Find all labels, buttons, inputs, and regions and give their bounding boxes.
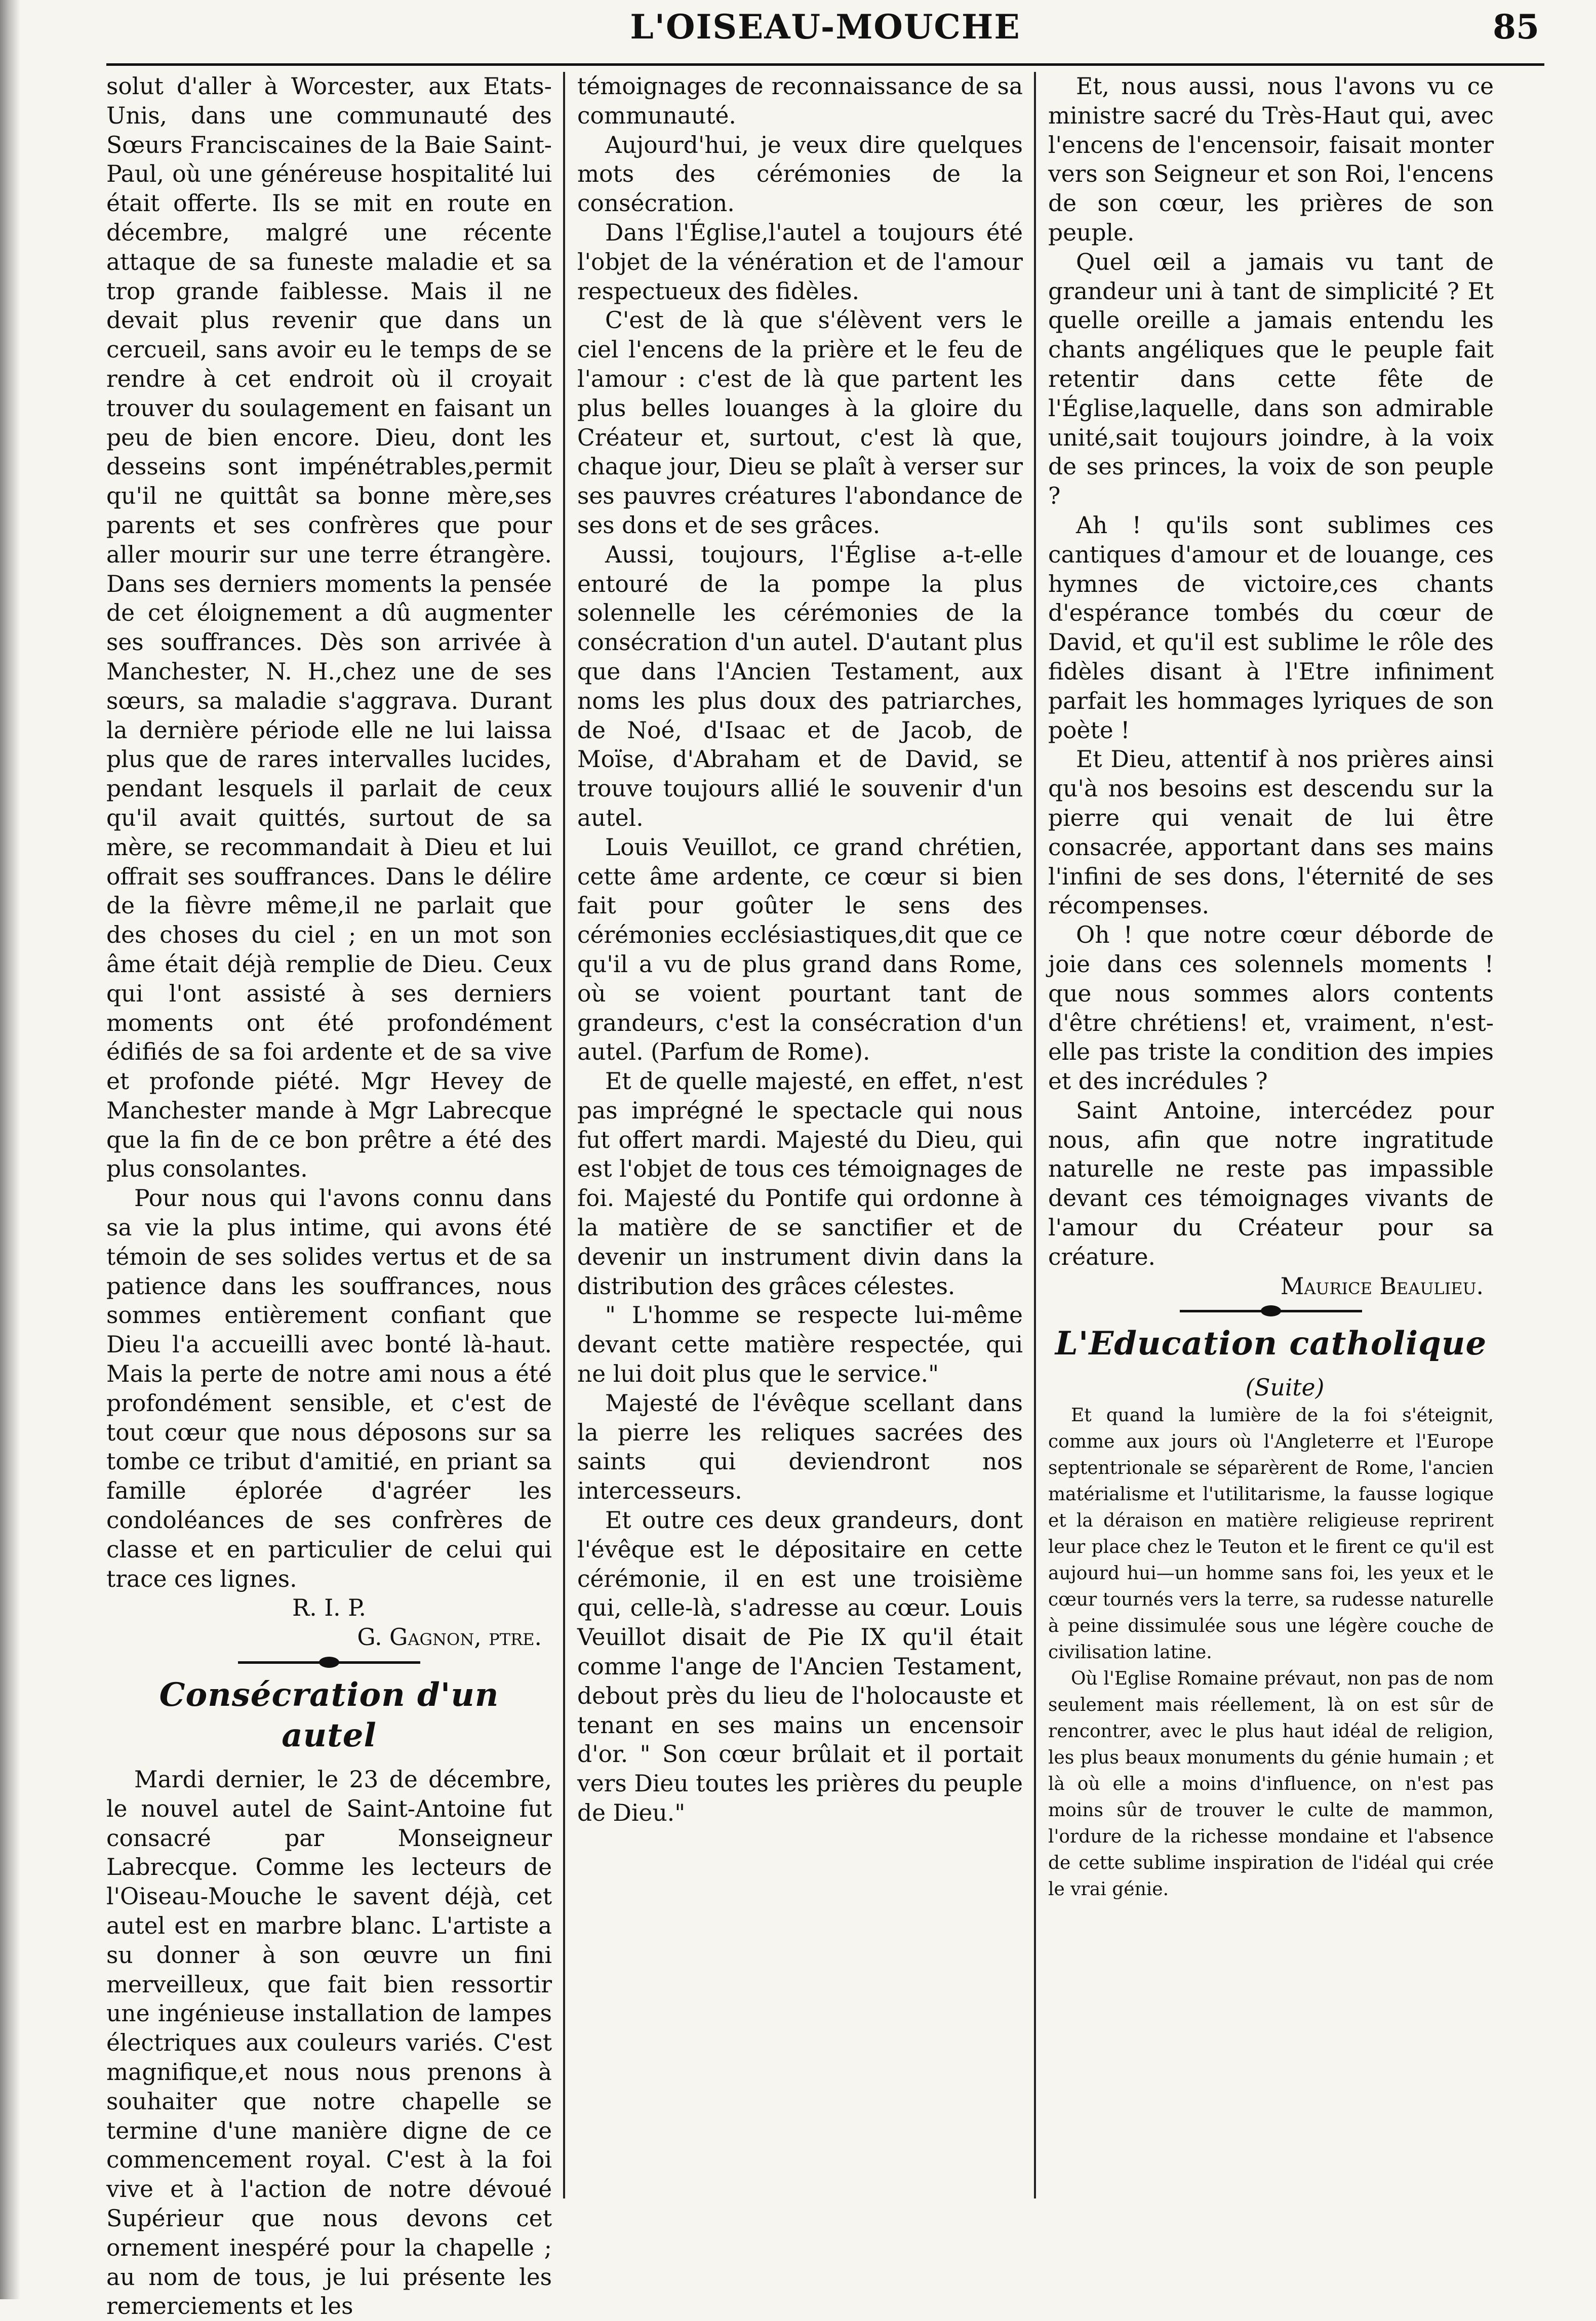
- column-1: [106, 72, 552, 2320]
- signature-beaulieu: Maurice Beaulieu.: [1280, 1272, 1484, 1300]
- education-article: [1048, 1403, 1494, 1903]
- col3-paragraph-3: Ah ! qu'ils sont sublimes ces cantiques d'amour et de louange, ces hymnes de victoire,ces chants d'espérance tombés du cœur de David, et qu'il est sublime le rôle des fidèles disant à l'Etre infiniment parfait les hommages lyriques de son poète !: [1048, 511, 1494, 744]
- col2-paragraph-8: " L'homme se respecte lui-même devant cette matière respectée, qui ne lui doit plus que le service.": [577, 1302, 1023, 1388]
- col2-paragraph-2: Aujourd'hui, je veux dire quelques mots des cérémonies de la consécration.: [577, 131, 1023, 217]
- section-title-education: L'Education catholique: [1055, 1325, 1487, 1363]
- page-number: 85: [1493, 7, 1539, 47]
- rip-line: R. I. P.: [292, 1594, 366, 1622]
- col1-paragraph-3: Mardi dernier, le 23 de décembre, le nouvel autel de Saint-Antoine fut consacré par Monseigneur Labrecque. Comme les lecteurs de l'Oiseau-Mouche le savent déjà, cet autel est en marbre blanc. L'artiste a su donner à son œuvre un fini merveilleux, que fait bien ressortir une ingénieuse installation de lampes électriques aux couleurs variés. C'est magnifique,et nous nous prenons à souhaiter que notre chapelle se termine d'une manière digne de ce commencement royal. C'est à la foi vive et à l'action de notre dévoué Supérieur que nous devons cet ornement inespéré pour la chapelle ; au nom de tous, je lui présente les remerciements et les: [106, 1766, 552, 2320]
- page-edge-shadow: [0, 0, 20, 2299]
- col3-paragraph-4: Et Dieu, attentif à nos prières ainsi qu'à nos besoins est descendu sur la pierre qui venait de lui être consacrée, apportant dans ses mains l'infini de ses dons, l'éternité de ses récompenses.: [1048, 746, 1494, 919]
- col3-paragraph-5: Oh ! que notre cœur déborde de joie dans ces solennels moments ! que nous sommes alors contents d'être chrétiens! et, vraiment, n'est-elle pas triste la condition des impies et des incrédules ?: [1048, 922, 1494, 1095]
- col2-paragraph-4: C'est de là que s'élèvent vers le ciel l'encens de la prière et le feu de l'amour : c'est de là que partent les plus belles louanges à la gloire du Créateur et, surtout, c'est là que, chaque jour, Dieu se plaît à verser sur ses pauvres créatures l'abondance de ses dons et de ses grâces.: [577, 307, 1023, 539]
- col2-paragraph-5: Aussi, toujours, l'Église a-t-elle entouré de la pompe la plus solennelle les cérémonies de la consécration d'un autel. D'autant plus que dans l'Ancien Testament, aux noms les plus doux des patriarches, de Noé, d'Isaac et de Jacob, de Moïse, d'Abraham et de David, se trouve toujours allié le souvenir d'un autel.: [577, 541, 1023, 831]
- col2-paragraph-9: Majesté de l'évêque scellant dans la pierre les reliques sacrées des saints qui deviendront nos intercesseurs.: [577, 1389, 1023, 1505]
- section-separator: [238, 1661, 420, 1664]
- col2-paragraph-10: Et outre ces deux grandeurs, dont l'évêque est le dépositaire en cette cérémonie, il en est une troisième qui, celle-là, s'adresse au cœur. Louis Veuillot disait de Pie IX qu'il était comme l'ange de l'Ancien Testament, debout près du lieu de l'holocauste et tenant en ses mains un encensoir d'or. " Son cœur brûlait et il portait vers Dieu toutes les prières du peuple de Dieu.": [577, 1507, 1023, 1827]
- col3-paragraph-2: Quel œil a jamais vu tant de grandeur uni à tant de simplicité ? Et quelle oreille a jamais entendu les chants angéliques que le peuple fait retentir dans cette fête de l'Église,laquelle, dans son admirable unité,sait toujours joindre, à la voix de ses princes, la voix de son peuple ?: [1048, 248, 1494, 510]
- col1-paragraph-1: solut d'aller à Worcester, aux Etats-Unis, dans une communauté des Sœurs Franciscaines de la Baie Saint-Paul, où une généreuse hospitalité lui était offerte. Ils se mit en route en décembre, malgré une récente attaque de sa funeste maladie et sa trop grande faiblesse. Mais il ne devait plus revenir que dans un cercueil, sans avoir eu le temps de se rendre à cet endroit où il croyait trouver du soulagement en faisant un peu de bien encore. Dieu, dont les desseins sont impénétrables,permit qu'il ne quittât sa bonne mère,ses parents et ses confrères que pour aller mourir sur une terre étrangère. Dans ses derniers moments la pensée de cet éloignement a dû augmenter ses souffrances. Dès son arrivée à Manchester, N. H.,chez une de ses sœurs, sa maladie s'aggrava. Durant la dernière période elle ne lui laissa plus que de rares intervalles lucides, pendant lesquels il parlait de ceux qu'il avait quittés, surtout de sa mère, se recommandait à Dieu et lui offrait ses souffrances. Dans le délire de la fièvre même,il ne parlait que des choses du ciel ; en un mot son âme était déjà remplie de Dieu. Ceux qui l'ont assisté à ses derniers moments ont été profondément édifiés de sa foi ardente et de sa vive et profonde piété. Mgr Hevey de Manchester mande à Mgr Labrecque que la fin de ce bon prêtre a été des plus consolantes.: [106, 73, 552, 1183]
- publication-title: L'OISEAU-MOUCHE: [630, 7, 1021, 47]
- column-3: [1048, 72, 1494, 2249]
- column-2: [577, 72, 1023, 2249]
- section-separator-2: [1180, 1310, 1362, 1312]
- col3-paragraph-7: Et quand la lumière de la foi s'éteignit, comme aux jours où l'Angleterre et l'Europe septentrionale se séparèrent de Rome, l'ancien matérialisme et l'utilitarisme, la fausse logique et la déraison en matière religieuse reprirent leur place chez le Teuton et le firent ce qu'il est aujourd hui—un homme sans foi, les yeux et le cœur tournés vers la terre, sa rudesse naturelle à peine dissimulée sous une légère couche de civilisation latine.: [1048, 1405, 1494, 1663]
- newspaper-page: [106, 0, 1544, 2320]
- col3-paragraph-1: Et, nous aussi, nous l'avons vu ce ministre sacré du Très-Haut qui, avec l'encens de l'encensoir, faisait monter vers son Seigneur et son Roi, l'encens de son cœur, les prières de son peuple.: [1048, 73, 1494, 246]
- col3-paragraph-6: Saint Antoine, intercédez pour nous, afin que notre ingratitude naturelle ne reste pas impassible devant ces témoignages vivants de l'amour du Créateur pour sa créature.: [1048, 1097, 1494, 1270]
- col3-paragraph-8: Où l'Eglise Romaine prévaut, non pas de nom seulement mais réellement, là on est sûr de rencontrer, avec le plus haut idéal de religion, les plus beaux monuments du génie humain ; et là où elle a moins d'influence, on n'est pas moins sûr de trouver le culte de mammon, l'ordure de la richesse mondaine et l'absence de cette sublime inspiration de l'idéal qui crée le vrai génie.: [1048, 1668, 1494, 1900]
- column-rule-1: [563, 72, 565, 2198]
- col1-paragraph-2: Pour nous qui l'avons connu dans sa vie la plus intime, qui avons été témoin de ses solides vertus et de sa patience dans les souffrances, nous sommes entièrement confiant que Dieu l'a accueilli avec bonté là-haut. Mais la perte de notre ami nous a été profondément sensible, et c'est de tout cœur que nous déposons sur sa tombe ce tribut d'amitié, en priant sa famille éplorée d'agréer les condoléances de ses confrères de classe et en particulier de celui qui trace ces lignes.: [106, 1185, 552, 1592]
- signature-gagnon: G. Gagnon, ptre.: [357, 1624, 542, 1651]
- section-subtitle-suite: (Suite): [1245, 1374, 1325, 1402]
- col2-paragraph-1: témoignages de reconnaissance de sa communauté.: [577, 73, 1023, 129]
- col2-paragraph-7: Et de quelle majesté, en effet, n'est pas imprégné le spectacle qui nous fut offert mardi. Majesté du Dieu, qui est l'objet de tous ces témoignages de foi. Majesté du Pontife qui ordonne à la matière de se sanctifier et de devenir un instrument divin dans la distribution des grâces célestes.: [577, 1068, 1023, 1300]
- column-rule-2: [1034, 72, 1036, 2198]
- page-header: [106, 0, 1544, 66]
- section-title-consecration: Consécration d'un autel: [159, 1676, 499, 1755]
- col2-paragraph-6: Louis Veuillot, ce grand chrétien, cette âme ardente, ce cœur si bien fait pour goûter le sens des cérémonies ecclésiastiques,dit que ce qu'il a vu de plus grand dans Rome, où se voient pourtant tant de grandeurs, c'est la consécration d'un autel. (Parfum de Rome).: [577, 833, 1023, 1066]
- col2-paragraph-3: Dans l'Église,l'autel a toujours été l'objet de la vénération et de l'amour respectueux des fidèles.: [577, 219, 1023, 305]
